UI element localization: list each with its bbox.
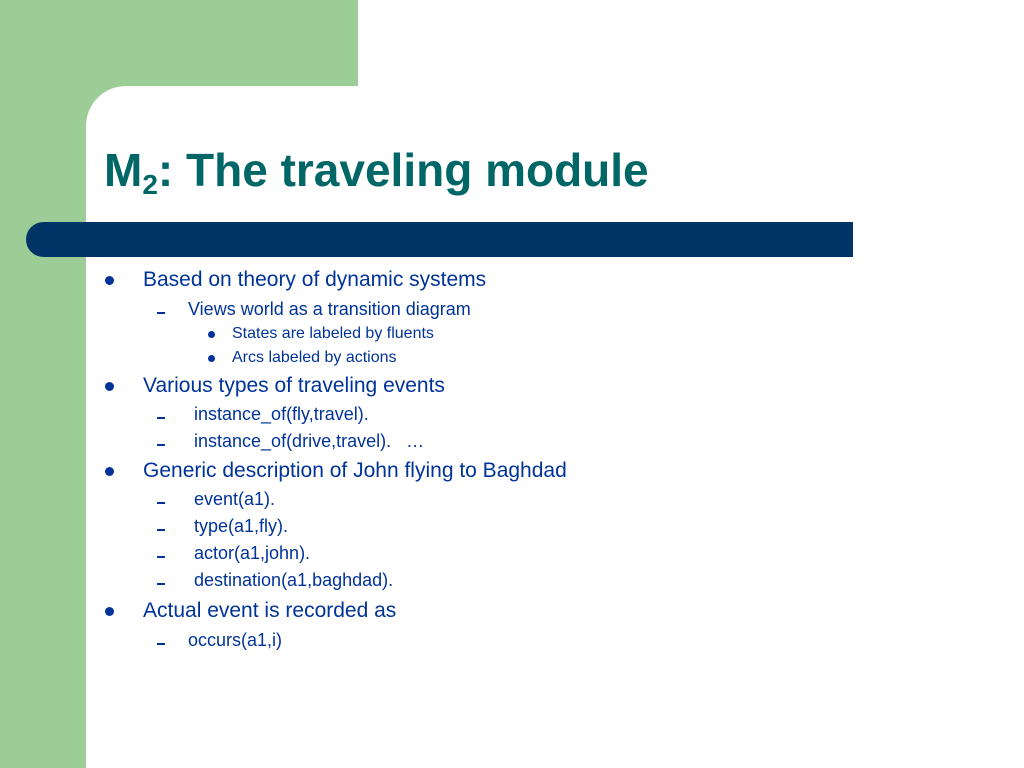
bullet-item: Various types of traveling events (143, 374, 445, 397)
sub-bullet-item: type(a1,fly). (194, 516, 289, 536)
dash-icon (157, 502, 165, 504)
sub-sub-bullet-item: States are labeled by fluents (232, 325, 434, 342)
sub-bullet-item: occurs(a1,i) (188, 630, 283, 650)
title-underline-bar (26, 222, 853, 257)
dash-icon (157, 312, 165, 314)
bullet-item: Generic description of John flying to Baghdad (143, 459, 567, 482)
bullet-item: Based on theory of dynamic systems (143, 268, 487, 291)
sub-bullet-item: event(a1). (194, 489, 276, 509)
sub-bullet-item: instance_of(drive,travel). … (194, 431, 425, 451)
sub-bullet-item: actor(a1,john). (194, 543, 311, 563)
sub-bullet-item: destination(a1,baghdad). (194, 570, 394, 590)
slide-title (104, 140, 649, 200)
title-main: M (104, 144, 143, 196)
green-sidebar-decoration (0, 0, 86, 768)
dash-icon (157, 643, 165, 645)
title-subscript: 2 (142, 169, 158, 200)
bullet-dot-icon (105, 382, 114, 391)
sub-sub-bullet-item: Arcs labeled by actions (232, 349, 397, 366)
bullet-dot-icon (208, 355, 215, 362)
dash-icon (157, 583, 165, 585)
bullet-item: Actual event is recorded as (143, 599, 397, 622)
corner-curve-decoration (86, 86, 126, 126)
dash-icon (157, 444, 165, 446)
sub-bullet-item: instance_of(fly,travel). (194, 404, 369, 424)
bullet-dot-icon (105, 467, 114, 476)
dash-icon (157, 529, 165, 531)
green-top-decoration (86, 0, 358, 86)
bullet-dot-icon (105, 607, 114, 616)
bullet-dot-icon (208, 331, 215, 338)
sub-bullet-item: Views world as a transition diagram (188, 299, 471, 319)
dash-icon (157, 556, 165, 558)
dash-icon (157, 417, 165, 419)
title-rest: : The traveling module (157, 144, 649, 196)
bullet-dot-icon (105, 276, 114, 285)
